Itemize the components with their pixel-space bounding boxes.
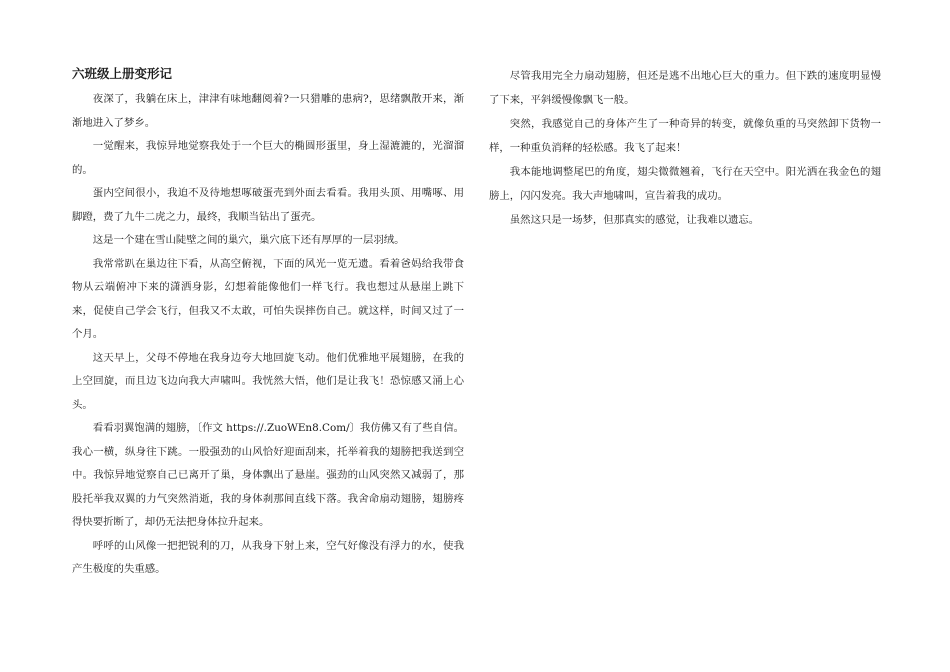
paragraph: 夜深了，我躺在床上，津津有味地翻阅着?一只猎雕的患病?，思绪飘散开来，渐渐地进入了梦乡。	[72, 93, 464, 129]
right-column	[489, 64, 881, 232]
paragraph: 看看羽翼饱满的翅膀，〔作文 https://.ZuoWEn8.Com/〕我仿佛又有了些自信。我心一横，纵身往下跳。一股强劲的山风恰好迎面刮来，托举着我的翅膀把我送到空中。我惊异地觉察自己已离开了巢，身体飘出了悬崖。强劲的山风突然又减弱了，那股托举我双翼的力气突然消逝，我的身体刹那间直线下落。我舍命扇动翅膀，翅膀疼得快要折断了，却仍无法把身体拉升起来。	[72, 422, 464, 528]
paragraph: 我常常趴在巢边往下看，从高空俯视，下面的风光一览无遗。看着爸妈给我带食物从云端俯冲下来的潇洒身影，幻想着能像他们一样飞行。我也想过从悬崖上跳下来，促使自己学会飞行，但我又不太敢，可怕失误摔伤自己。就这样，时间又过了一个月。	[72, 257, 464, 340]
paragraph: 呼呼的山风像一把把锐利的刀，从我身下射上来，空气好像没有浮力的水，使我产生极度的失重感。	[72, 539, 464, 575]
page-title: 六班级上册变形记	[72, 66, 173, 81]
paragraph: 蛋内空间很小，我迫不及待地想啄破蛋壳到外面去看看。我用头顶、用嘴啄、用脚蹬，费了九牛二虎之力，最终，我顺当钻出了蛋壳。	[72, 187, 464, 223]
paragraph: 虽然这只是一场梦，但那真实的感觉，让我难以遗忘。	[509, 214, 760, 226]
paragraph: 一觉醒来，我惊异地觉察我处于一个巨大的椭圆形蛋里，身上湿漉漉的，光溜溜的。	[72, 140, 464, 176]
paragraph: 尽管我用完全力扇动翅膀，但还是逃不出地心巨大的重力。但下跌的速度明显慢了下来，平斜缓慢像飘飞一般。	[489, 70, 881, 106]
left-column	[72, 64, 464, 582]
paragraph: 这是一个建在雪山陡壁之间的巢穴，巢穴底下还有厚厚的一层羽绒。	[92, 234, 405, 246]
paragraph: 这天早上，父母不停地在我身边夸大地回旋飞动。他们优雅地平展翅膀，在我的上空回旋，而且边飞边向我大声啸叫。我恍然大悟，他们是让我飞！恐惊感又涌上心头。	[72, 351, 464, 411]
paragraph: 突然，我感觉自己的身体产生了一种奇异的转变，就像负重的马突然卸下货物一样，一种重负消释的轻松感。我飞了起来！	[489, 118, 881, 154]
paragraph: 我本能地调整尾巴的角度，翅尖微微翘着，飞行在天空中。阳光洒在我金色的翅膀上，闪闪发亮。我大声地啸叫，宣告着我的成功。	[489, 166, 881, 202]
